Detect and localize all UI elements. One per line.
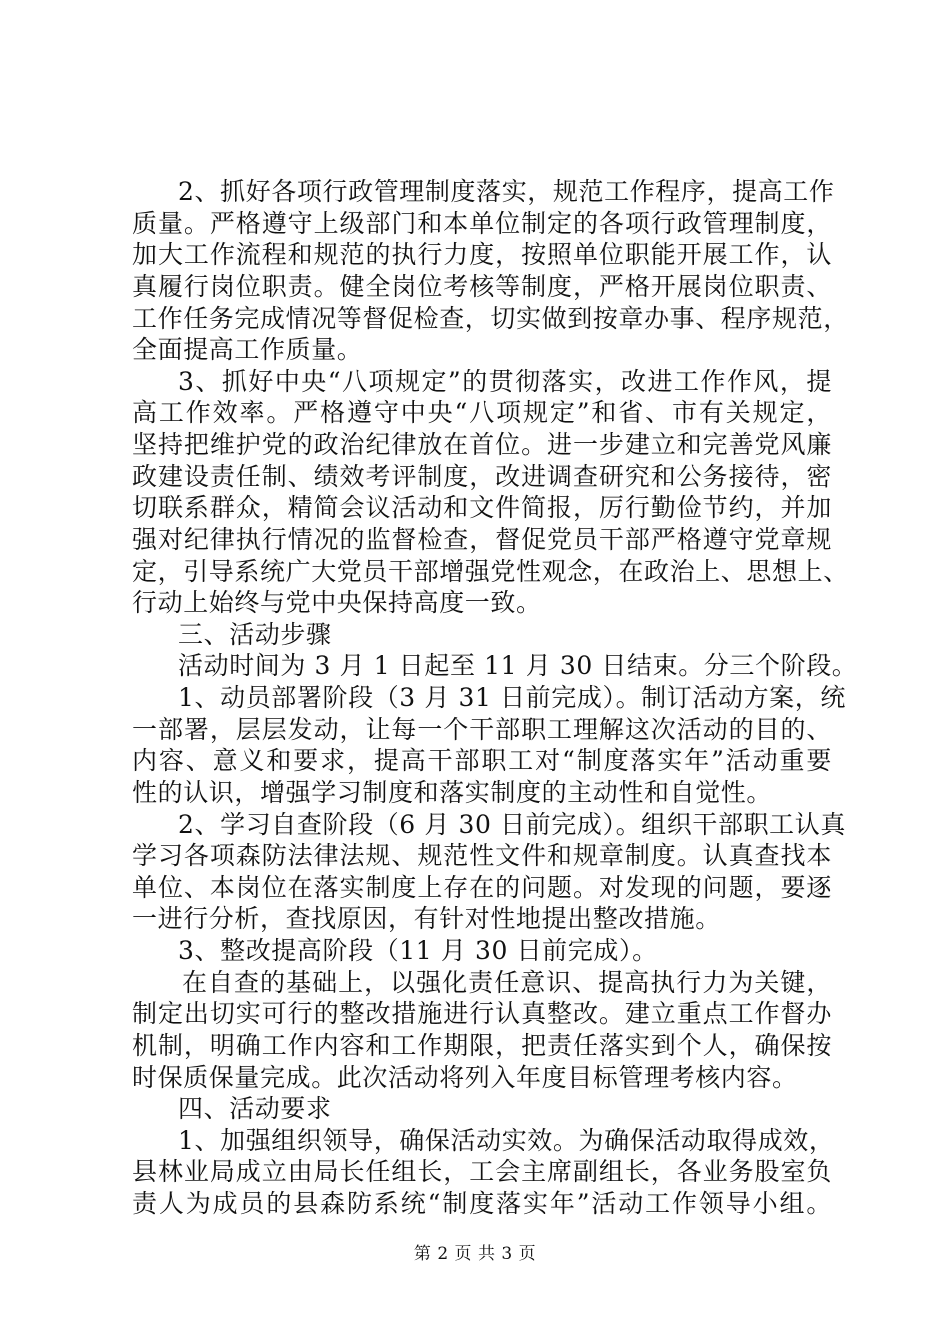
page-number-footer: 第 2 页 共 3 页 <box>413 1244 537 1264</box>
paragraph-line: 县林业局成立由局长任组长，工会主席副组长，各业务股室负 <box>132 1157 832 1187</box>
paragraph-line: 行动上始终与党中央保持高度一致。 <box>132 588 542 618</box>
section-heading: 四、活动要求 <box>178 1094 332 1124</box>
paragraph-line: 强对纪律执行情况的监督检查，督促党员干部严格遵守党章规 <box>132 524 832 554</box>
paragraph-line: 性的认识，增强学习制度和落实制度的主动性和自觉性。 <box>132 777 773 807</box>
paragraph-line: 活动时间为 3 月 1 日起至 11 月 30 日结束。分三个阶段。 <box>178 651 858 681</box>
paragraph-line: 内容、意义和要求，提高干部职工对“制度落实年”活动重要 <box>132 746 832 776</box>
paragraph-line: 定，引导系统广大党员干部增强党性观念，在政治上、思想上、 <box>132 556 849 586</box>
paragraph-line: 3、整改提高阶段（11 月 30 日前完成）。 <box>178 936 658 965</box>
paragraph-line: 2、学习自查阶段（6 月 30 日前完成）。组织干部职工认真 <box>178 809 846 839</box>
paragraph-line: 一进行分析，查找原因，有针对性地提出整改措施。 <box>132 904 721 934</box>
paragraph-line: 质量。严格遵守上级部门和本单位制定的各项行政管理制度， <box>132 208 832 238</box>
paragraph-line: 机制，明确工作内容和工作期限，把责任落实到个人，确保按 <box>132 1030 832 1060</box>
paragraph-line: 全面提高工作质量。 <box>132 335 363 365</box>
paragraph-line: 坚持把维护党的政治纪律放在首位。进一步建立和完善党风廉 <box>132 430 832 459</box>
paragraph-line: 2、抓好各项行政管理制度落实，规范工作程序，提高工作 <box>178 177 835 206</box>
paragraph-line: 学习各项森防法律法规、规范性文件和规章制度。认真查找本 <box>132 841 832 871</box>
paragraph-line: 单位、本岗位在落实制度上存在的问题。对发现的问题，要逐 <box>132 872 832 902</box>
paragraph-line: 真履行岗位职责。健全岗位考核等制度，严格开展岗位职责、 <box>132 271 832 301</box>
paragraph-line: 在自查的基础上，以强化责任意识、提高执行力为关键， <box>182 967 832 997</box>
section-heading: 三、活动步骤 <box>178 619 332 649</box>
paragraph-line: 1、加强组织领导，确保活动实效。为确保活动取得成效， <box>178 1125 835 1155</box>
paragraph-line: 时保质保量完成。此次活动将列入年度目标管理考核内容。 <box>132 1062 798 1092</box>
paragraph-line: 工作任务完成情况等督促检查，切实做到按章办事、程序规范， <box>132 303 849 333</box>
paragraph-line: 一部署，层层发动，让每一个干部职工理解这次活动的目的、 <box>132 714 832 744</box>
paragraph-line: 3、抓好中央“八项规定”的贯彻落实，改进工作作风，提 <box>178 366 832 396</box>
paragraph-line: 1、动员部署阶段（3 月 31 日前完成）。制订活动方案，统 <box>178 683 846 712</box>
paragraph-line: 切联系群众，精简会议活动和文件简报，厉行勤俭节约，并加 <box>132 493 832 523</box>
paragraph-line: 责人为成员的县森防系统“制度落实年”活动工作领导小组。 <box>132 1189 832 1218</box>
paragraph-line: 高工作效率。严格遵守中央“八项规定”和省、市有关规定， <box>132 398 832 428</box>
paragraph-line: 加大工作流程和规范的执行力度，按照单位职能开展工作，认 <box>132 240 832 270</box>
paragraph-line: 制定出切实可行的整改措施进行认真整改。建立重点工作督办 <box>132 999 832 1029</box>
paragraph-line: 政建设责任制、绩效考评制度，改进调查研究和公务接待，密 <box>132 461 832 491</box>
